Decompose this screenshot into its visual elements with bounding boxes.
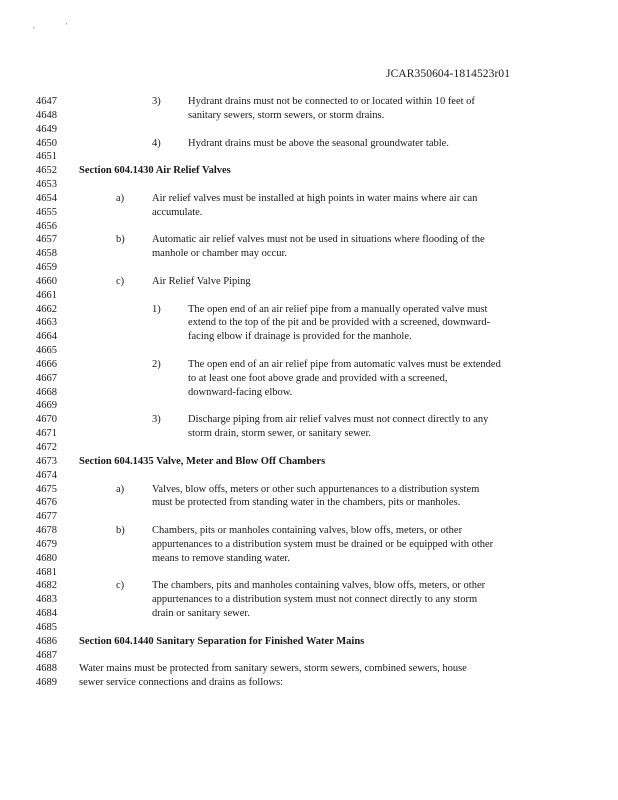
line-number: 4673: [36, 455, 57, 467]
line-number: 4653: [36, 179, 57, 191]
line-number: 4654: [36, 192, 57, 204]
line-number: 4662: [36, 303, 57, 315]
list-marker: a): [116, 483, 125, 495]
line-text: Valves, blow offs, meters or other such appurtenances to a distribution system: [152, 483, 480, 495]
scan-mark: ': [66, 22, 68, 30]
line-number: 4652: [36, 165, 57, 177]
line-number: 4684: [36, 608, 57, 620]
line-text: must be protected from standing water in the chambers, pits or manholes.: [152, 497, 461, 509]
line-number: 4655: [36, 206, 57, 218]
line-number: 4656: [36, 220, 57, 232]
line-text: The open end of an air relief pipe from a manually operated valve must: [188, 303, 488, 315]
line-number: 4687: [36, 649, 57, 661]
line-number: 4671: [36, 428, 57, 440]
section-heading: Section 604.1435 Valve, Meter and Blow Off Chambers: [79, 455, 326, 467]
line-text: Automatic air relief valves must not be used in situations where flooding of the: [152, 234, 485, 246]
line-number: 4669: [36, 400, 57, 412]
list-marker: c): [116, 580, 125, 592]
line-text: accumulate.: [152, 206, 203, 218]
line-text: The chambers, pits and manholes containing valves, blow offs, meters, or other: [152, 580, 486, 592]
line-text: sewer service connections and drains as follows:: [79, 677, 284, 689]
line-number: 4677: [36, 511, 57, 523]
line-number: 4668: [36, 386, 57, 398]
line-number: 4660: [36, 275, 57, 287]
line-number: 4681: [36, 566, 57, 578]
line-text: Air relief valves must be installed at high points in water mains where air can: [152, 192, 478, 204]
line-text: Discharge piping from air relief valves must not connect directly to any: [188, 414, 489, 426]
line-number: 4657: [36, 234, 57, 246]
list-marker: c): [116, 275, 125, 287]
line-text: The open end of an air relief pipe from automatic valves must be extended: [188, 358, 501, 370]
list-marker: b): [116, 234, 125, 246]
line-text: downward-facing elbow.: [188, 386, 293, 398]
line-text: to at least one foot above grade and provided with a screened,: [188, 372, 448, 384]
line-number: 4682: [36, 580, 57, 592]
line-number: 4678: [36, 525, 57, 537]
line-number: 4659: [36, 262, 57, 274]
line-number: 4661: [36, 289, 57, 301]
line-number: 4688: [36, 663, 57, 675]
line-number: 4670: [36, 414, 57, 426]
line-number: 4658: [36, 248, 57, 260]
line-number: 4650: [36, 137, 57, 149]
list-marker: 3): [152, 96, 161, 107]
line-number: 4649: [36, 123, 57, 135]
line-number: 4663: [36, 317, 57, 329]
line-text: Water mains must be protected from sanitary sewers, storm sewers, combined sewers, house: [79, 663, 467, 675]
line-number: 4648: [36, 109, 57, 121]
line-text: drain or sanitary sewer.: [152, 608, 250, 620]
line-number: 4674: [36, 469, 57, 481]
line-number: 4667: [36, 372, 57, 384]
line-number: 4686: [36, 635, 57, 647]
line-number: 4683: [36, 594, 57, 606]
line-text: storm drain, storm sewer, or sanitary sewer.: [188, 428, 371, 440]
line-number: 4665: [36, 345, 57, 357]
section-heading: Section 604.1430 Air Relief Valves: [79, 165, 231, 177]
line-text: extend to the top of the pit and be provided with a screened, downward-: [188, 317, 491, 329]
line-text: sanitary sewers, storm sewers, or storm drains.: [188, 109, 385, 121]
list-marker: a): [116, 192, 125, 204]
section-heading: Section 604.1440 Sanitary Separation for Finished Water Mains: [79, 635, 365, 647]
line-number: 4647: [36, 96, 57, 107]
line-number: 4689: [36, 677, 57, 689]
line-number: 4675: [36, 483, 57, 495]
line-number: 4685: [36, 621, 57, 633]
line-number: 4651: [36, 151, 57, 163]
list-marker: 1): [152, 303, 161, 315]
line-text: Hydrant drains must not be connected to or located within 10 feet of: [188, 96, 475, 107]
line-text: appurtenances to a distribution system must not connect directly to any storm: [152, 594, 478, 606]
line-text: manhole or chamber may occur.: [152, 248, 287, 260]
line-number: 4679: [36, 538, 57, 550]
line-text: appurtenances to a distribution system must be drained or be equipped with other: [152, 538, 494, 550]
line-number: 4664: [36, 331, 57, 343]
document-id: JCAR350604-1814523r01: [386, 68, 511, 80]
line-text: Chambers, pits or manholes containing valves, blow offs, meters, or other: [152, 525, 463, 537]
list-marker: 4): [152, 137, 161, 149]
list-marker: 2): [152, 358, 161, 370]
scan-mark: ,: [33, 22, 35, 30]
line-text: means to remove standing water.: [152, 552, 290, 564]
line-number: 4672: [36, 442, 57, 453]
line-text: Hydrant drains must be above the seasonal groundwater table.: [188, 137, 449, 149]
line-number: 4676: [36, 497, 57, 509]
line-text: Air Relief Valve Piping: [152, 275, 251, 287]
line-number: 4680: [36, 552, 57, 564]
list-marker: 3): [152, 414, 161, 426]
line-text: facing elbow if drainage is provided for the manhole.: [188, 331, 412, 343]
line-number: 4666: [36, 358, 57, 370]
list-marker: b): [116, 525, 125, 537]
